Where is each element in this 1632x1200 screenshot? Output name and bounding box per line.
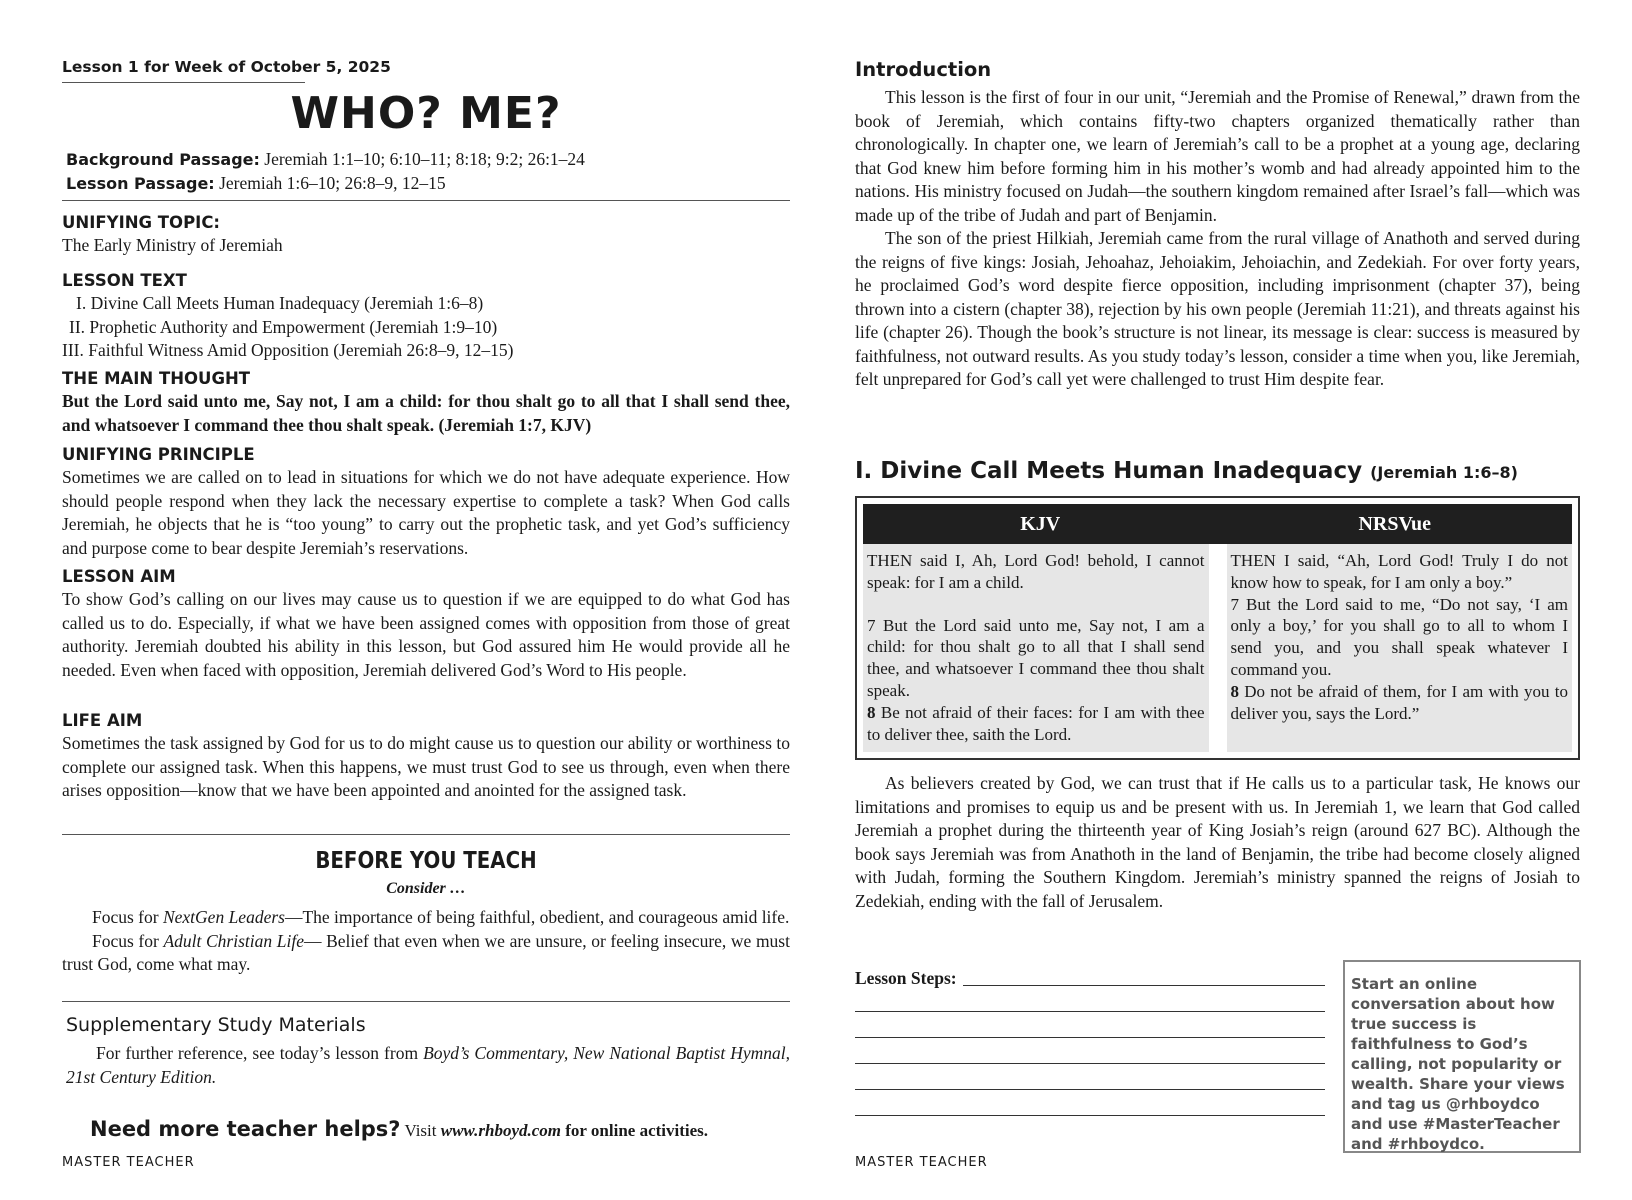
verse-text: But the Lord said unto me, Say not, I am a child: for thou shalt go to all that I shall send thee, and whatsoever I command thee thou shalt speak. [867,615,1205,700]
nrsv-column [1227,544,1573,752]
list-item: I. Divine Call Meets Human Inadequacy (Jeremiah 1:6–8) [76,293,484,313]
left-page [62,0,790,1200]
background-value: Jeremiah 1:1–10; 6:10–11; 8:18; 9:2; 26:1–24 [264,149,585,169]
section-heading [855,458,1518,484]
lesson-steps [855,960,1325,1116]
verse-number: 7 [867,615,876,635]
section-heading: THE MAIN THOUGHT [62,369,251,388]
consider-label: Consider … [386,880,466,897]
section-body [855,772,1580,913]
verse-number: 8 [867,702,876,722]
lesson-aim-section [62,566,790,682]
supplementary-heading: Supplementary Study Materials [66,1014,366,1036]
intro-paragraph: This lesson is the first of four in our unit, “Jeremiah and the Promise of Renewal,” drawn from the book of Jeremiah, which contains fifty-two chapters organized thematically rather than chronologically. In chapter one, we learn of Jeremiah’s call to be a prophet at a young age, declaring that God knew him before forming him in his mother’s womb and had already appointed him to the nations. His ministry focused on Judah—the southern kingdom remained after Israel’s fall—which was made up of the tribe of Judah and part of Benjamin. [855,87,1580,225]
teacher-helps [90,1117,708,1141]
main-thought-section [62,368,790,437]
supplementary-text [66,1042,790,1089]
unifying-principle-section [62,444,790,560]
step-line[interactable] [855,1038,1325,1064]
helps-heading: Need more teacher helps? [90,1117,401,1141]
footer: MASTER TEACHER [62,1155,195,1170]
supp-prefix: For further reference, see today’s lesson from [96,1043,424,1063]
divider [62,82,305,83]
verse-7 [1231,594,1569,681]
focus-prefix: Focus for [92,907,163,927]
kjv-column [863,544,1209,752]
section-heading: LESSON TEXT [62,271,187,290]
verse-7 [867,615,1205,702]
page-title: WHO? ME? [290,88,562,139]
life-aim-section [62,710,790,803]
section-heading: UNIFYING PRINCIPLE [62,445,255,464]
introduction-heading: Introduction [855,58,992,81]
scripture-columns [863,544,1572,752]
footer: MASTER TEACHER [855,1155,988,1170]
verse-number: 7 [1230,594,1239,614]
focus-section [62,906,790,977]
focus-adult [62,930,790,977]
verse-8 [867,702,1205,746]
focus-name: NextGen Leaders [162,907,285,927]
focus-name: Adult Christian Life [163,930,304,951]
intro-paragraph: The son of the priest Hilkiah, Jeremiah came from the rural village of Anathoth and served during the reigns of five kings: Josiah, Jehoahaz, Jehoiakim, Jehoiachin, and Zedekiah. For over forty years, he proclaimed God’s word despite fierce opposition, including imprisonment (chapter 37), being thrown into a cistern (chapter 38), rejection by his own people (Jeremiah 11:21), and threats against his life (chapter 26). Though the book’s structure is not linear, its message is clear: success is measured by faithfulness, not outward results. As you study today’s lesson, consider a time when you, like Jeremiah, felt unprepared for God’s call yet were challenged to trust Him despite fear. [855,228,1580,389]
lesson-text-section [62,270,790,363]
section-heading: LESSON AIM [62,567,176,586]
supp-books: Boyd’s Commentary, New National Baptist Hymnal, 21st Century Edition. [66,1043,790,1087]
right-page [855,0,1580,1200]
verse-text: Be not afraid of their faces: for I am with thee to deliver thee, saith the Lord. [867,702,1205,744]
step-line[interactable] [855,1012,1325,1038]
scripture-table [855,496,1580,760]
focus-nextgen [62,906,790,930]
unifying-topic-section [62,212,790,258]
list-item: III. Faithful Witness Amid Opposition (Jeremiah 26:8–9, 12–15) [62,340,514,360]
verse-text: Do not be afraid of them, for I am with you to deliver you, says the Lord.” [1230,681,1568,723]
body-paragraph: As believers created by God, we can trust that if He calls us to a particular task, He knows our limitations and promises to equip us and be present with us. In Jeremiah 1, we learn that God called Jeremiah a prophet during the thirteenth year of King Josiah’s reign (around 627 BC). Although the book says Jeremiah was from Anathoth in the land of Benjamin, the tribe had become closely aligned with Judah, forming the Southern Kingdom. Jeremiah’s ministry spanned the reigns of Josiah to Zedekiah, ending with the fall of Jerusalem. [855,773,1580,911]
section-title: I. Divine Call Meets Human Inadequacy [855,458,1363,484]
nrsv-header: NRSVue [1358,513,1432,535]
lesson-week: Lesson 1 for Week of October 5, 2025 [62,58,391,76]
background-passage [66,148,585,172]
lesson-label: Lesson Passage: [66,173,215,193]
step-line[interactable] [855,1064,1325,1090]
divider [62,834,790,835]
divider [62,1001,790,1002]
verse-8 [1231,681,1569,725]
lesson-aim: To show God’s calling on our lives may cause us to question if we are equipped to do what God has called us to do. Especially, if what we have been assigned comes with opposition from those of great authority. Jeremiah doubted his ability in this lesson, but God assured him He would provide all he needed. Even when faced with opposition, Jeremiah delivered God’s Word to His people. [62,589,790,680]
unifying-principle: Sometimes we are called on to lead in situations for which we do not have adequate experience. How should people respond when they lack the necessary expertise to complete a task? When God calls Jeremiah, he objects that he is “too young” to carry out the prophetic task, and yet God’s sufficiency and purpose come to bear despite Jeremiah’s reservations. [62,467,790,558]
verse-6: THEN I said, “Ah, Lord God! Truly I do not know how to speak, for I am only a boy.” [1230,551,1568,592]
step-line[interactable] [855,986,1325,1012]
verse-6: THEN said I, Ah, Lord God! behold, I cannot speak: for I am a child. [867,551,1205,592]
step-line[interactable] [855,960,1325,986]
lesson-steps-label: Lesson Steps: [855,968,963,989]
kjv-header: KJV [1020,513,1061,535]
section-heading: LIFE AIM [62,711,143,730]
main-thought: But the Lord said unto me, Say not, I am a child: for thou shalt go to all that I shall send thee, and whatsoever I command thee thou shalt speak. (Jeremiah 1:7, KJV) [62,391,790,435]
lesson-text-list [62,292,790,363]
unifying-topic: The Early Ministry of Jeremiah [62,235,283,255]
focus-text: —The importance of being faithful, obedient, and courageous amid life. [284,907,790,927]
scripture-header [863,504,1572,544]
social-callout: Start an online conversation about how true success is faithfulness to God’s calling, not popularity or wealth. Share your views and tag us @rhboydco and use #MasterTeacher and #rhboydco. [1343,960,1581,1153]
lesson-passage [66,172,585,196]
passages [66,148,585,195]
introduction-body [855,86,1580,392]
step-line[interactable] [855,1090,1325,1116]
before-you-teach-heading: BEFORE YOU TEACH [315,848,537,874]
verse-text: But the Lord said to me, “Do not say, ‘I am only a boy,’ for you shall go to all to whom I send you, and you shall speak whatever I command you. [1230,594,1568,679]
divider [62,200,790,201]
section-heading: UNIFYING TOPIC: [62,213,221,232]
helps-link[interactable]: www.rhboyd.com [440,1121,562,1140]
verse-number: 8 [1230,681,1239,701]
background-label: Background Passage: [66,150,260,169]
list-item: II. Prophetic Authority and Empowerment (Jeremiah 1:9–10) [69,316,498,337]
helps-tail: for online activities. [561,1121,709,1140]
supplementary-section [66,1014,790,1089]
focus-text: — Belief that even when we are unsure, or feeling insecure, we must trust God, come what may. [62,930,790,974]
section-reference: (Jeremiah 1:6–8) [1370,463,1518,482]
lesson-value: Jeremiah 1:6–10; 26:8–9, 12–15 [219,172,446,193]
helps-visit: Visit [400,1121,441,1140]
focus-prefix: Focus for [92,930,164,951]
life-aim: Sometimes the task assigned by God for us to do might cause us to question our ability or worthiness to complete our assigned task. When this happens, we must trust God to see us through, even when there arises opposition—know that we have been appointed and anointed for the assigned task. [62,733,790,800]
